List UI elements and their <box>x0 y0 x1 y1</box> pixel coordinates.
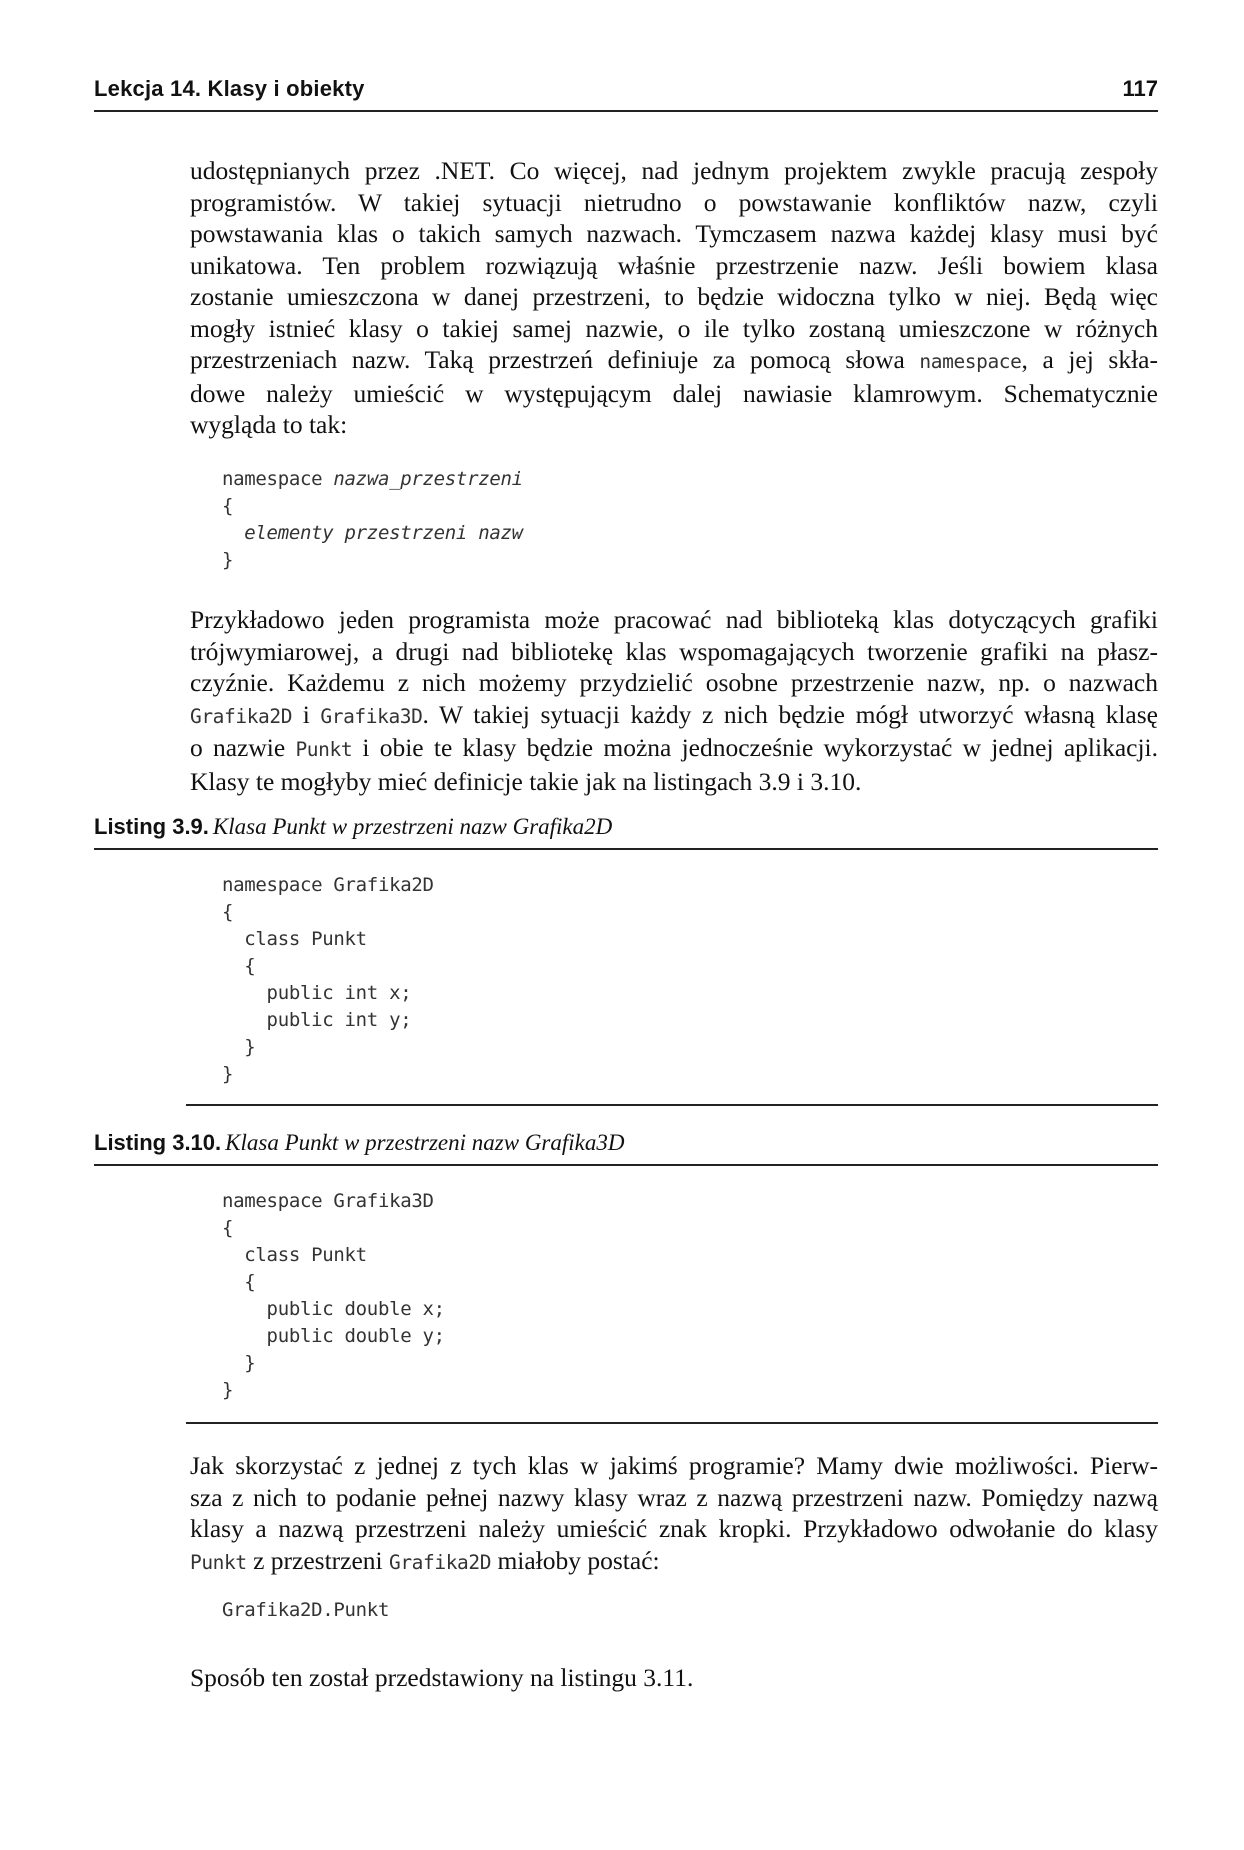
text-line: unikatowa. Ten problem rozwiązują właśnie przestrzenie nazw. Jeśli bowiem klasa <box>190 250 1158 280</box>
text-line: zostanie umieszczona w danej przestrzeni, to będzie widoczna tylko w niej. Będą więc <box>190 282 1158 311</box>
inline-code: Grafika2D <box>190 704 293 728</box>
code-line: public int y; <box>222 1009 412 1031</box>
text-line: sza z nich to podanie pełnej nazwy klasy wraz z nazwą przestrzeni nazw. Pomiędzy nazwą <box>190 1482 1158 1512</box>
text-line: klasy a nazwą przestrzeni należy umieścić znak kropki. Przykładowo odwołanie do klasy <box>190 1514 1158 1543</box>
text-segment: , a jej skła- <box>1021 345 1158 374</box>
code-placeholder: elementy przestrzeni nazw <box>244 522 523 544</box>
text-line: Klasy te mogłyby mieć definicje takie jak na listingach 3.9 i 3.10. <box>190 766 862 796</box>
code-line <box>222 468 523 490</box>
listing-3-9-caption <box>94 814 1158 850</box>
paragraph-namespaces-intro <box>190 155 1158 441</box>
code-line: { <box>222 1217 234 1239</box>
listing-label: Listing 3.10. <box>94 1130 222 1155</box>
text-line <box>190 732 1158 766</box>
text-segment: z przestrzeni <box>246 1545 389 1575</box>
listing-3-10-code <box>222 1188 445 1404</box>
code-line: class Punkt <box>222 1244 367 1266</box>
listing-3-9-code <box>222 872 434 1088</box>
code-placeholder: nazwa_przestrzeni <box>333 468 523 490</box>
code-line: } <box>222 1036 256 1058</box>
inline-code: Grafika2D <box>389 1550 492 1574</box>
code-line <box>222 522 523 544</box>
text-line: powstawania klas o takich samych nazwach. Tymczasem nazwa każdej klasy musi być <box>190 219 1158 248</box>
text-line <box>190 699 1158 733</box>
text-line: udostępnianych przez .NET. Co więcej, nad jednym projektem zwykle pracują zespoły <box>190 156 1158 185</box>
inline-code: namespace <box>919 350 1022 373</box>
text-segment: przestrzeniach nazw. Taką przestrzeń definiuje za pomocą słowa <box>190 345 920 374</box>
code-line: { <box>222 1271 256 1293</box>
inline-code: Punkt <box>295 738 353 761</box>
inline-code: Grafika3D <box>320 704 423 728</box>
text-line: czyźnie. Każdemu z nich możemy przydzielić osobne przestrzenie nazw, np. o nazwach <box>190 668 1158 697</box>
text-line <box>190 344 1158 378</box>
text-line: dowe należy umieścić w występującym dalej nawiasie klamrowym. Schematycznie <box>190 378 1158 408</box>
text-line: trójwymiarowej, a drugi nad bibliotekę klas wspomagających tworzenie grafiki na płasz- <box>190 636 1158 666</box>
text-line: Przykładowo jeden programista może pracować nad biblioteką klas dotyczących grafiki <box>190 605 1158 634</box>
running-head <box>94 74 1158 112</box>
text-line: Sposób ten został przedstawiony na listingu 3.11. <box>190 1663 694 1692</box>
listing-description: Klasa Punkt w przestrzeni nazw Grafika3D <box>225 1130 625 1155</box>
code-line: public int x; <box>222 982 412 1004</box>
text-line <box>190 1545 1158 1579</box>
listing-label: Listing 3.9. <box>94 814 209 839</box>
text-line: Jak skorzystać z jednej z tych klas w jakimś programie? Mamy dwie możliwości. Pierw- <box>190 1451 1158 1480</box>
inline-code: Punkt <box>190 1550 247 1574</box>
code-line: { <box>222 495 234 517</box>
text-line: wygląda to tak: <box>190 410 348 439</box>
text-line: programistów. W takiej sytuacji nietrudno o powstawanie konfliktów nazw, czyli <box>190 187 1158 217</box>
listing-end-rule <box>186 1422 1158 1424</box>
code-line: { <box>222 955 256 977</box>
code-line: } <box>222 549 234 571</box>
listing-description: Klasa Punkt w przestrzeni nazw Grafika2D <box>212 814 613 839</box>
listing-end-rule <box>186 1104 1158 1106</box>
paragraph-reference <box>190 1662 1158 1694</box>
listing-3-10-caption <box>94 1130 1158 1166</box>
code-line: class Punkt <box>222 928 367 950</box>
paragraph-usage <box>190 1450 1158 1578</box>
code-line: namespace Grafika2D <box>222 874 434 896</box>
text-segment: miałoby postać: <box>491 1545 660 1575</box>
paragraph-example <box>190 604 1158 797</box>
code-line: } <box>222 1063 234 1085</box>
code-line: } <box>222 1379 234 1401</box>
text-segment: i obie te klasy będzie można jednocześnie wykorzystać w jednej aplikacji. <box>352 733 1158 762</box>
text-segment: o nazwie <box>190 733 296 762</box>
code-line: public double x; <box>222 1298 445 1320</box>
code-line: { <box>222 901 234 923</box>
namespace-schema-code <box>222 466 523 574</box>
chapter-title: Lekcja 14. Klasy i obiekty <box>94 76 365 101</box>
example-code: Grafika2D.Punkt <box>222 1599 390 1621</box>
code-line: public double y; <box>222 1325 445 1347</box>
code-keyword: namespace <box>222 468 323 490</box>
code-line: namespace Grafika3D <box>222 1190 434 1212</box>
text-segment: . W takiej sytuacji każdy z nich będzie mógł utworzyć własną klasę <box>422 699 1158 729</box>
code-line: } <box>222 1352 256 1374</box>
page-number: 117 <box>1122 76 1158 101</box>
text-line: mogły istnieć klasy o takiej samej nazwie, o ile tylko zostaną umieszczone w różnych <box>190 313 1158 343</box>
text-segment: i <box>292 699 321 729</box>
